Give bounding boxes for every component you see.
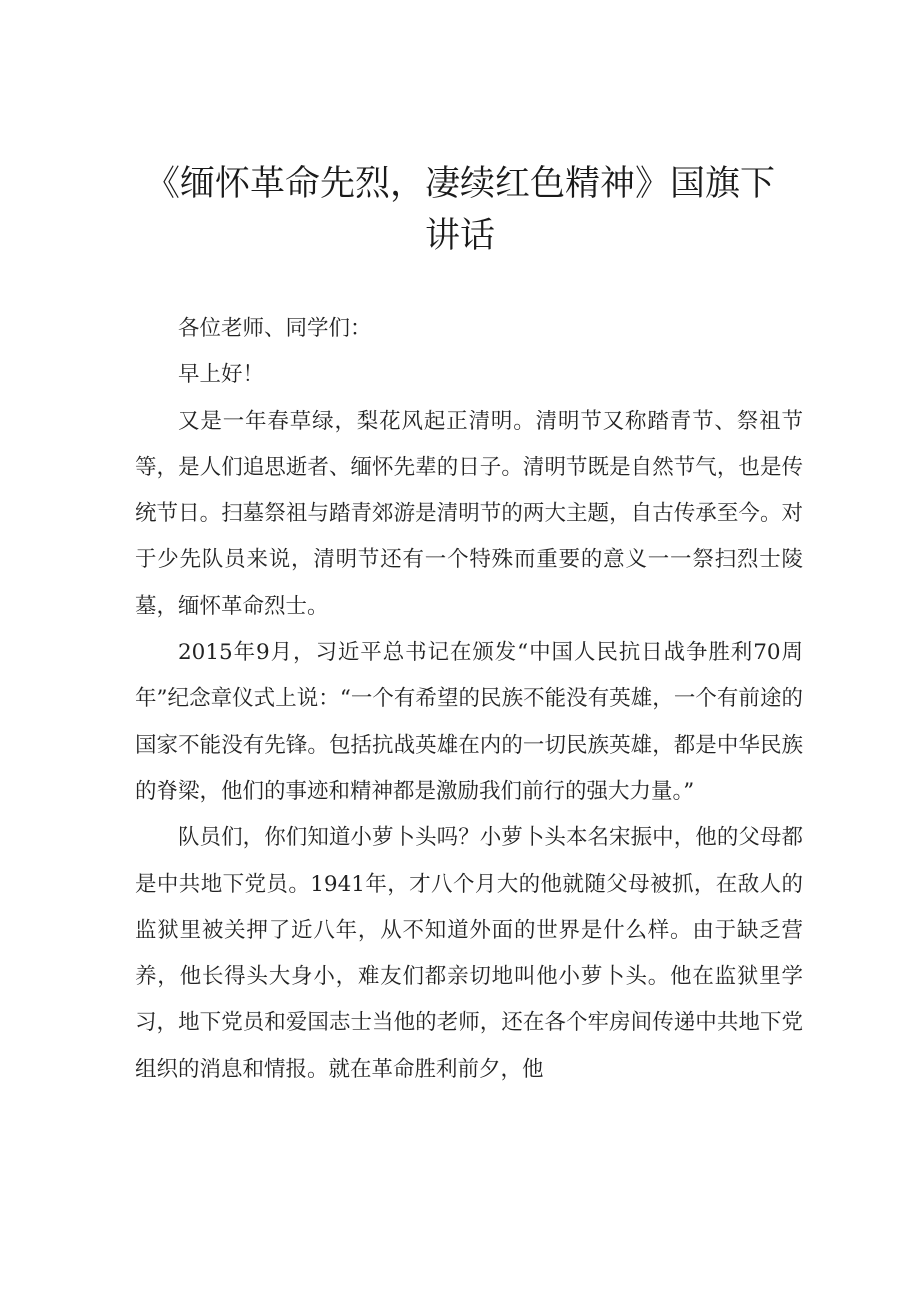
body-paragraph: 2015年9月，习近平总书记在颁发“中国人民抗日战争胜利70周年”纪念章仪式上说：“一个有希望的民族不能没有英雄，一个有前途的国家不能没有先锋。包括抗战英雄在内的一切民族英雄，都是中华民族的脊梁，他们的事迹和精神都是激励我们前行的强大力量。” (135, 640, 803, 804)
title-line-2: 讲话 (424, 216, 495, 256)
document-title (120, 158, 800, 262)
body-paragraph: 队员们，你们知道小萝卜头吗？小萝卜头本名宋振中，他的父母都是中共地下党员。1941年，才八个月大的他就随父母被抓，在敌人的监狱里被关押了近八年，从不知道外面的世界是什么样。由于缺乏营养，他长得头大身小，难友们都亲切地叫他小萝卜头。他在监狱里学习，地下党员和爱国志士当他的老师，还在各个牢房间传递中共地下党组织的消息和情报。就在革命胜利前夕，他 (135, 825, 803, 1082)
body-paragraph: 又是一年春草绿，梨花风起正清明。清明节又称踏青节、祭祖节等，是人们追思逝者、缅怀先辈的日子。清明节既是自然节气，也是传统节日。扫墓祭祖与踏青郊游是清明节的两大主题，自古传承至今。对于少先队员来说，清明节还有一个特殊而重要的意义一一祭扫烈士陵墓，缅怀革命烈士。 (135, 408, 803, 619)
salutation-paragraph: 各位老师、同学们： (178, 316, 372, 341)
document-body (135, 306, 803, 1093)
greeting-paragraph: 早上好！ (178, 362, 265, 388)
title-line-1: 《缅怀革命先烈，凄续红色精神》国旗下 (144, 164, 775, 204)
